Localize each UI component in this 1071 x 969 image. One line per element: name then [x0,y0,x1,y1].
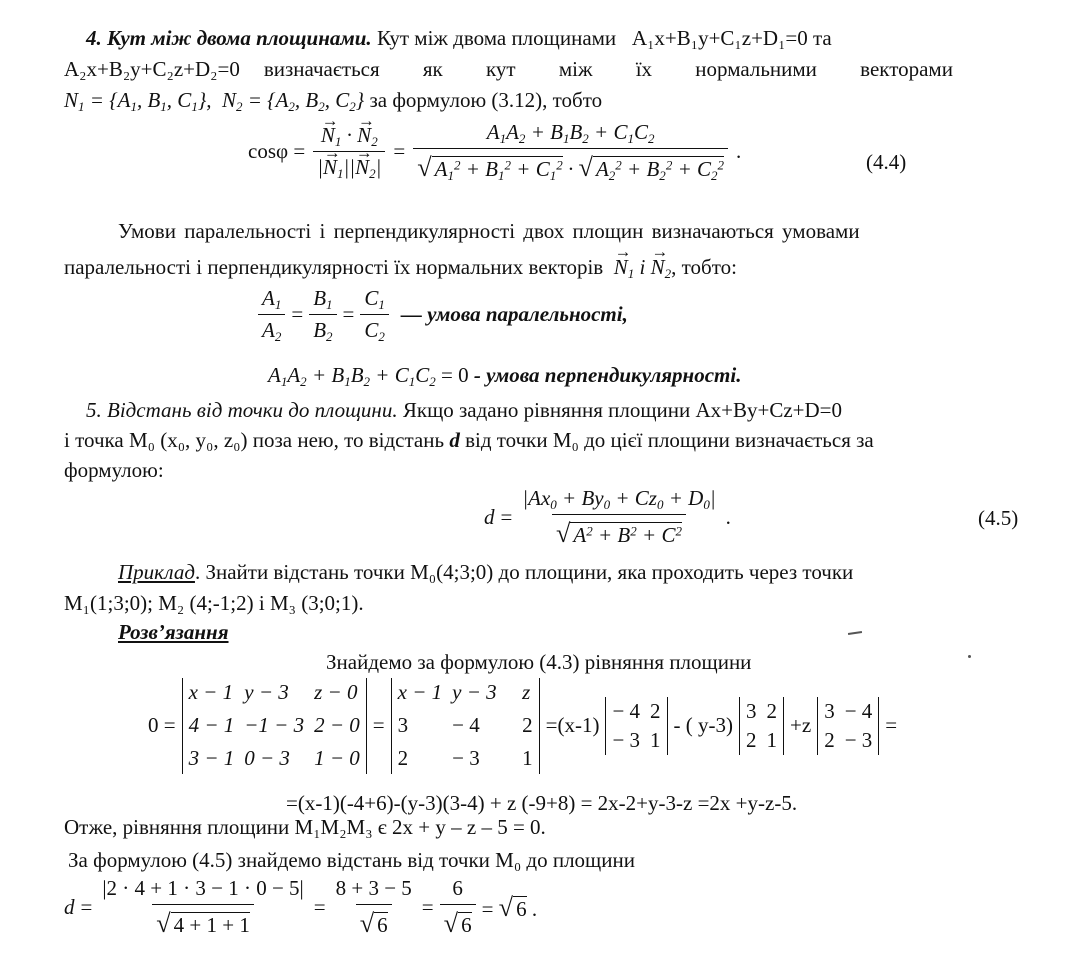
section4-line1 [86,26,832,51]
step2-text: За формулою (4.5) знайдемо відстань від точки M₀ до площини [68,848,635,872]
section4-intro-a: Кут між двома площинами [376,26,617,50]
conclusion-line: Отже, рівняння площини M₁M₂M₃ є 2x + y – z – 5 = 0. [64,815,546,839]
distance-variable: d [449,428,460,452]
perpendicular-label: - умова перпендикулярності. [473,363,742,387]
conditions-line2-tail: , тобто: [671,255,737,279]
example-line1 [118,560,853,585]
stray-mark [848,631,862,635]
normal-vectors-definition: $N_1 = \{A_1$, $B_1$, $C_1$}, $N_2 = \{A_2$, $B_2$, $C_2$} за формулою (3.12), тобто [64,88,603,114]
conditions-line1: Умови паралельності і перпендикулярності двох площин визначаються умовами [118,219,860,243]
distance-formula: d = $\frac{|Ax_0 + By_0 + Cz_0 + D_0|}{√ A^2 + B^2 + C^2}$ . [484,486,731,549]
plane1-equation: A₁x+B₁y+C₁z+D₁=0 [631,26,808,50]
plane2-equation: A₂x+B₂y+C₂z+D₂=0 [64,57,240,81]
solution-label: Розв’язання [118,620,229,644]
conditions-line2-text: паралельності і перпендикулярності їх нормальних векторів [64,255,604,279]
eq-number-4-4: (4.4) [866,150,907,174]
formula-ref: за формулою (3.12), тобто [369,88,603,112]
step1-text: Знайдемо за формулою (4.3) рівняння площини [326,650,752,674]
expansion-line: =(x-1)(-4+6)-(y-3)(3-4) + z (-9+8) = 2x-2+y-3-z =2x +y-z-5. [286,791,798,815]
section4-intro-b: визначається як кут між їх нормальними векторами [263,57,953,81]
conditions-line2: паралельності і перпендикулярності їх нормальних векторів → $N_1$ $і \to N_2$, тобто: [64,255,737,280]
section4-line2 [64,57,1044,82]
section5-line1-text: Якщо задано рівняння площини Ax+By+Cz+D=0 [402,398,843,422]
determinant-equation: 0 = x − 1 y − 3 z − 0 4 − 1 −1 − 3 2 − 0 3 − 1 0 − 3 1 − 0 = x − 1 y − 3 z 3 − 4 2 2 − 3 1 =(x-1) − 4 2 − 3 1 - ( y-3) 3 2 2 1 +z 3 − 4 2 − 3 = [148,678,897,774]
example-line1-text: . Знайти відстань точки M₀(4;3;0) до площини, яка проходить через точки [194,560,854,584]
parallel-label: — умова паралельності, [400,302,628,327]
cos-formula: cosφ = → $\frac{N_1 \cdot \to N_2}{|\to N_1||\to N_2|}$ = $\frac{A_1A_2 + B_1B_2 + C_1C_2}{√ A_1^2 + B_1^2 + C_1^2 \cdot √ A_2^2 + B_2^2 + C_2^2}$ . [248,120,741,184]
section5-line3: формулою: [64,458,164,482]
section4-title: 4. Кут між двома площинами. [86,26,372,50]
section5-line1 [86,398,842,423]
section5-title: 5. Відстань від точки до площини. [86,398,398,422]
distance-computation: d = $\frac{|2 \cdot 4 + 1 \cdot 3 - 1 \cdot 0 - 5|}{√ 4 + 1 + 1}$ = $\frac{8 + 3 - 5}{√ 6}$ = $\frac{6}{√ 6}$ = √ 6 . [64,876,538,939]
example-line2: M₁(1;3;0); M₂ (4;-1;2) і M₃ (3;0;1). [64,591,364,615]
perpendicular-condition: $A_1A_2 + B_1B_2 + C_1C_2 = 0$ - умова перпендикулярності. [268,363,742,389]
conj-ta: та [813,26,832,50]
stray-dot [968,655,971,658]
section5-line2-tail: від точки M₀ до цієї площини визначається за [465,428,874,452]
eq-number-4-5: (4.5) [978,506,1019,530]
example-label: Приклад [118,560,195,584]
section5-line2-text: і точка M₀ (x₀, y₀, z₀) поза нею, то відстань [64,428,445,452]
parallel-condition: $\frac{A_1}{A_2}$ = $\frac{B_1}{B_2}$ = $\frac{C_1}{C_2}$ — умова паралельності, [258,286,628,343]
section5-line2 [64,428,874,453]
